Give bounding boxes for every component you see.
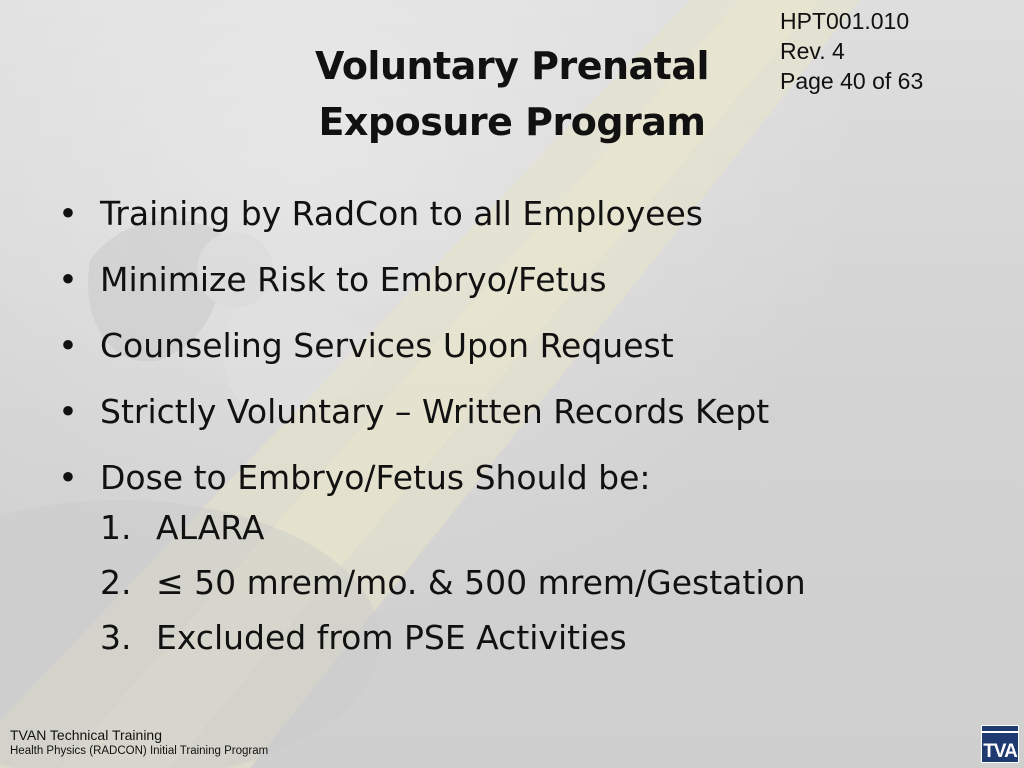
page-indicator: Page 40 of 63 xyxy=(780,68,924,94)
bullet-dot-icon: • xyxy=(58,392,78,431)
footer-line-1: TVAN Technical Training xyxy=(10,727,162,743)
bullet-text: Strictly Voluntary – Written Records Kept xyxy=(100,392,770,431)
slide-title xyxy=(262,38,762,150)
bullet-dot-icon: • xyxy=(58,260,78,299)
bullet-text: Training by RadCon to all Employees xyxy=(100,194,703,233)
sub-item-number: 2. xyxy=(100,563,132,602)
bullet-item xyxy=(58,188,998,240)
revision: Rev. 4 xyxy=(780,38,845,64)
footer-line-2: Health Physics (RADCON) Initial Training Program xyxy=(10,745,269,757)
bullet-text: Counseling Services Upon Request xyxy=(100,326,674,365)
sub-item-number: 1. xyxy=(100,508,132,547)
sub-item-text: ALARA xyxy=(156,508,265,547)
sub-list-item xyxy=(100,610,998,665)
sub-list-item xyxy=(100,500,998,555)
sub-list-item xyxy=(100,555,998,610)
bullet-list xyxy=(58,188,998,679)
logo-text: TVA xyxy=(983,741,1017,762)
numbered-sub-list xyxy=(100,500,998,665)
doc-number: HPT001.010 xyxy=(780,8,910,34)
bullet-item xyxy=(58,320,998,372)
bullet-text: Dose to Embryo/Fetus Should be: xyxy=(100,458,651,497)
bullet-dot-icon: • xyxy=(58,194,78,233)
title-line-1: Voluntary Prenatal xyxy=(314,44,709,88)
footer xyxy=(10,727,268,759)
bullet-item xyxy=(58,386,998,438)
sub-item-number: 3. xyxy=(100,618,132,657)
sub-item-text: ≤ 50 mrem/mo. & 500 mrem/Gestation xyxy=(156,563,806,602)
tva-logo-icon xyxy=(981,725,1019,763)
document-id-block xyxy=(780,6,1010,96)
title-line-2: Exposure Program xyxy=(318,100,706,144)
bullet-item xyxy=(58,452,998,665)
bullet-item xyxy=(58,254,998,306)
sub-item-text: Excluded from PSE Activities xyxy=(156,618,627,657)
bullet-dot-icon: • xyxy=(58,458,78,497)
bullet-text: Minimize Risk to Embryo/Fetus xyxy=(100,260,607,299)
bullet-dot-icon: • xyxy=(58,326,78,365)
